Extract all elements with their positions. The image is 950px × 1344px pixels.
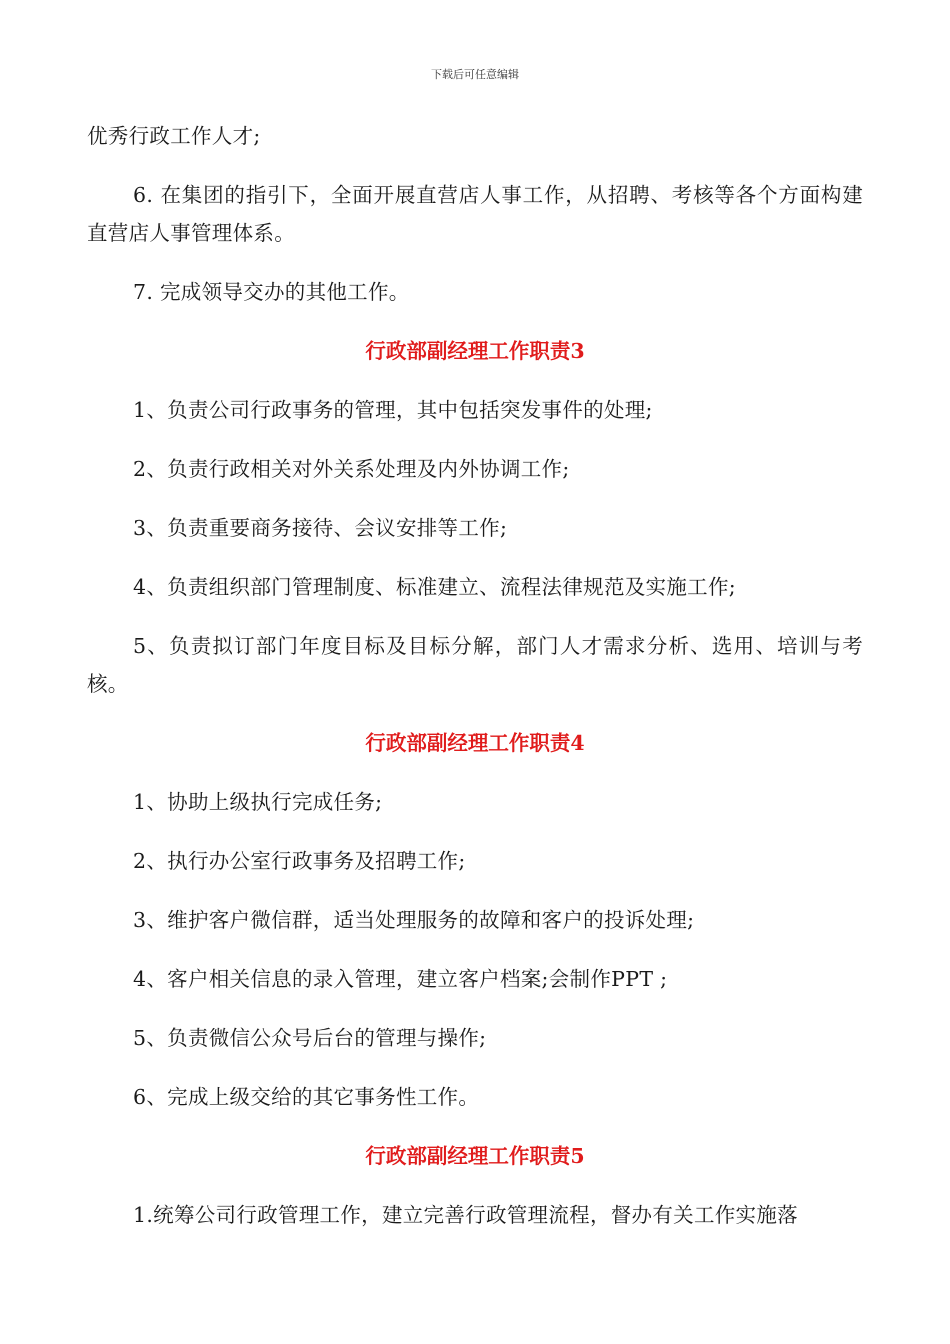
paragraph-s4-item-2: 2、执行办公室行政事务及招聘工作; xyxy=(133,849,466,873)
section-heading-3: 行政部副经理工作职责3 xyxy=(365,339,585,363)
paragraph-continuation: 优秀行政工作人才; xyxy=(87,124,261,148)
paragraph-item-7: 7. 完成领导交办的其他工作。 xyxy=(133,280,410,304)
paragraph-s4-item-1: 1、协助上级执行完成任务; xyxy=(133,790,383,814)
paragraph-s3-item-5: 5、负责拟订部门年度目标及目标分解，部门人才需求分析、选用、培训与考核。 xyxy=(87,634,863,696)
paragraph-s3-item-2: 2、负责行政相关对外关系处理及内外协调工作; xyxy=(133,457,570,481)
paragraph-s4-item-3: 3、维护客户微信群，适当处理服务的故障和客户的投诉处理; xyxy=(133,908,695,932)
paragraph-s3-item-3: 3、负责重要商务接待、会议安排等工作; xyxy=(133,516,508,540)
section-heading-5: 行政部副经理工作职责5 xyxy=(365,1144,585,1168)
paragraph-s3-item-4: 4、负责组织部门管理制度、标准建立、流程法律规范及实施工作; xyxy=(133,575,736,599)
paragraph-s4-item-4: 4、客户相关信息的录入管理，建立客户档案;会制作PPT ; xyxy=(133,967,668,991)
header-note: 下载后可任意编辑 xyxy=(431,68,519,81)
paragraph-s5-item-1: 1.统筹公司行政管理工作，建立完善行政管理流程，督办有关工作实施落 xyxy=(133,1203,798,1227)
paragraph-s3-item-1: 1、负责公司行政事务的管理，其中包括突发事件的处理; xyxy=(133,398,653,422)
paragraph-s4-item-5: 5、负责微信公众号后台的管理与操作; xyxy=(133,1026,487,1050)
paragraph-item-6: 6. 在集团的指引下，全面开展直营店人事工作，从招聘、考核等各个方面构建直营店人事管理体系。 xyxy=(87,183,863,245)
paragraph-s4-item-6: 6、完成上级交给的其它事务性工作。 xyxy=(133,1085,480,1109)
document-body xyxy=(87,117,863,1255)
section-heading-4: 行政部副经理工作职责4 xyxy=(365,731,585,755)
